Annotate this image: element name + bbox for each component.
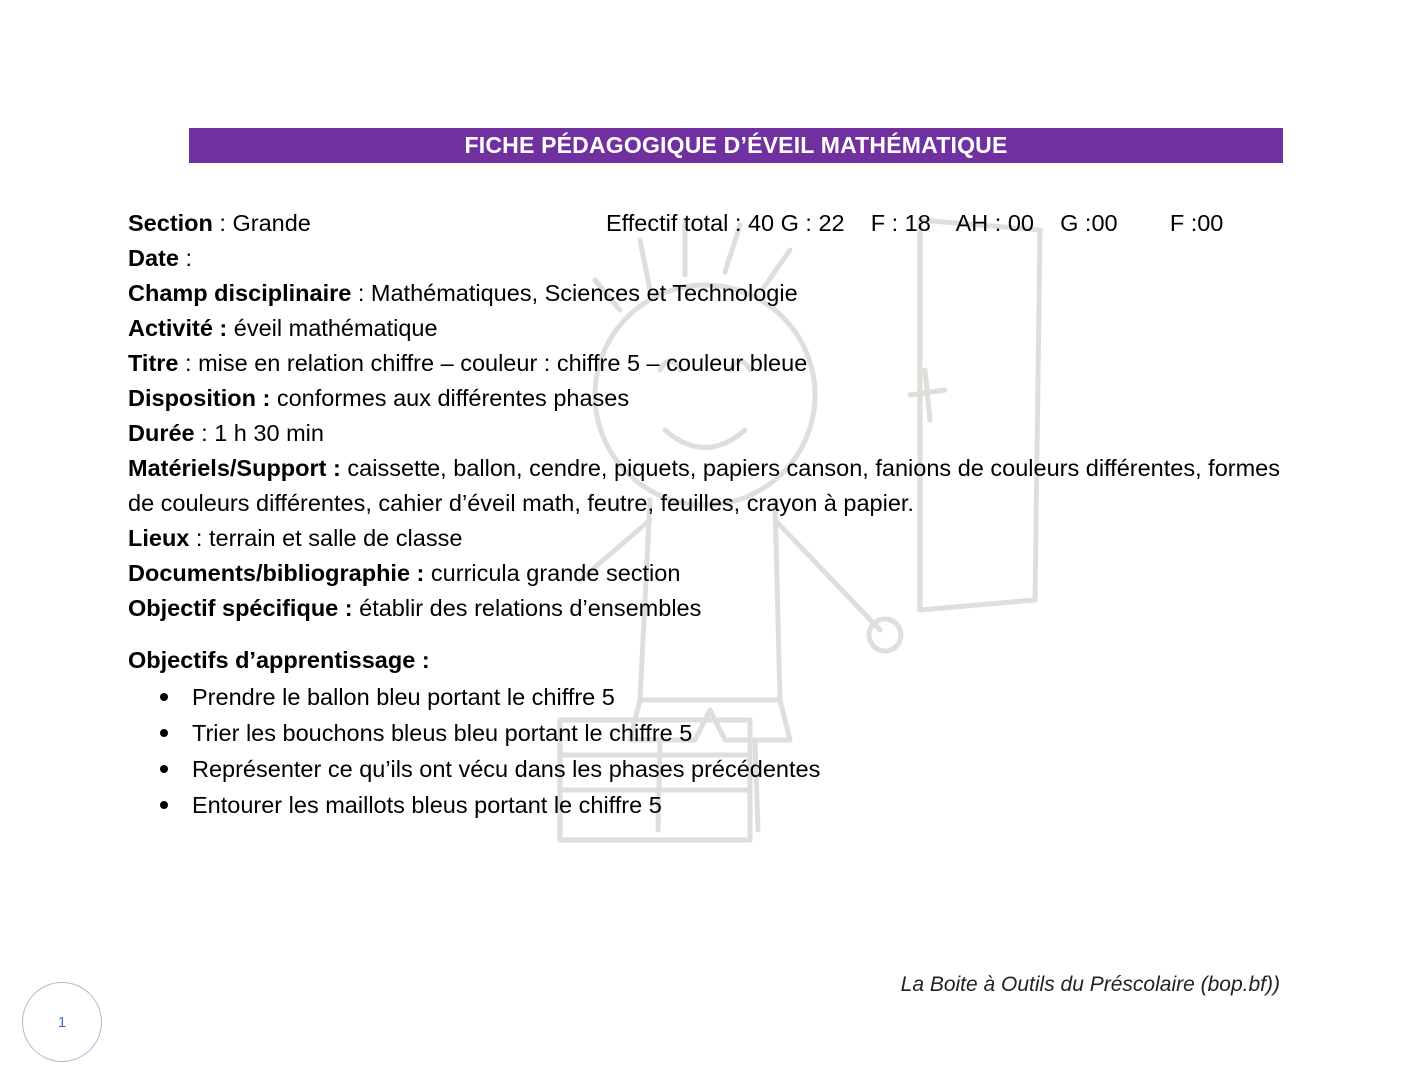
list-item [128, 679, 1280, 715]
effectif-total: Effectif total : 40 G : 22 F : 18 AH : 00 G :00 F :00 [606, 210, 1224, 236]
list-item-text: Entourer les maillots bleus portant le chiffre 5 [192, 792, 662, 818]
list-item-text: Représenter ce qu’ils ont vécu dans les phases précédentes [192, 756, 821, 782]
titre-label: Titre [128, 350, 179, 376]
lieux-row [128, 521, 1280, 556]
footer-credit: La Boite à Outils du Préscolaire (bop.bf)) [900, 973, 1280, 996]
titre-row [128, 346, 1280, 381]
bullet-icon [160, 801, 168, 809]
objectif-specifique-row [128, 591, 1280, 626]
duree-row [128, 416, 1280, 451]
list-item-text: Prendre le ballon bleu portant le chiffre 5 [192, 684, 615, 710]
documents-row [128, 556, 1280, 591]
date-value: : [178, 245, 192, 271]
list-item [128, 715, 1280, 751]
bullet-icon [160, 765, 168, 773]
bullet-icon [160, 729, 168, 737]
section-row [128, 206, 1280, 241]
section-label: Section [128, 210, 213, 236]
champ-label: Champ disciplinaire [128, 280, 352, 306]
date-row [128, 241, 1280, 276]
disposition-value: conformes aux différentes phases [270, 385, 630, 411]
list-item [128, 787, 1280, 823]
section-value: : Grande [212, 210, 311, 236]
lesson-fields [128, 206, 1280, 823]
list-item-text: Trier les bouchons bleus bleu portant le chiffre 5 [192, 720, 693, 746]
objectif-specifique-value: établir des relations d’ensembles [352, 595, 702, 621]
lieux-value: : terrain et salle de classe [189, 525, 463, 551]
activite-value: éveil mathématique [227, 315, 438, 341]
objectif-specifique-label: Objectif spécifique : [128, 595, 353, 621]
materiels-label: Matériels/Support : [128, 455, 341, 481]
page-number-badge [22, 982, 102, 1062]
bullet-icon [160, 693, 168, 701]
duree-label: Durée [128, 420, 195, 446]
materiels-row [128, 451, 1280, 521]
champ-row [128, 276, 1280, 311]
list-item [128, 751, 1280, 787]
activite-label: Activité : [128, 315, 228, 341]
page-title: FICHE PÉDAGOGIQUE D’ÉVEIL MATHÉMATIQUE [464, 132, 1008, 158]
disposition-label: Disposition : [128, 385, 271, 411]
champ-value: : Mathématiques, Sciences et Technologie [351, 280, 798, 306]
objectifs-list [128, 679, 1280, 823]
objectifs-title: Objectifs d’apprentissage : [128, 647, 430, 673]
date-label: Date [128, 245, 179, 271]
lieux-label: Lieux [128, 525, 190, 551]
documents-label: Documents/bibliographie : [128, 560, 425, 586]
disposition-row [128, 381, 1280, 416]
activite-row [128, 311, 1280, 346]
page-title-banner [189, 128, 1283, 163]
titre-value: : mise en relation chiffre – couleur : chiffre 5 – couleur bleue [178, 350, 808, 376]
materiels-value: caissette, ballon, cendre, piquets, papiers canson, fanions de couleurs différentes, formes de couleurs différentes, cahier d’éveil math, feutre, feuilles, crayon à papier. [128, 455, 1280, 516]
documents-value: curricula grande section [424, 560, 681, 586]
duree-value: : 1 h 30 min [194, 420, 324, 446]
page-number: 1 [57, 1013, 67, 1031]
